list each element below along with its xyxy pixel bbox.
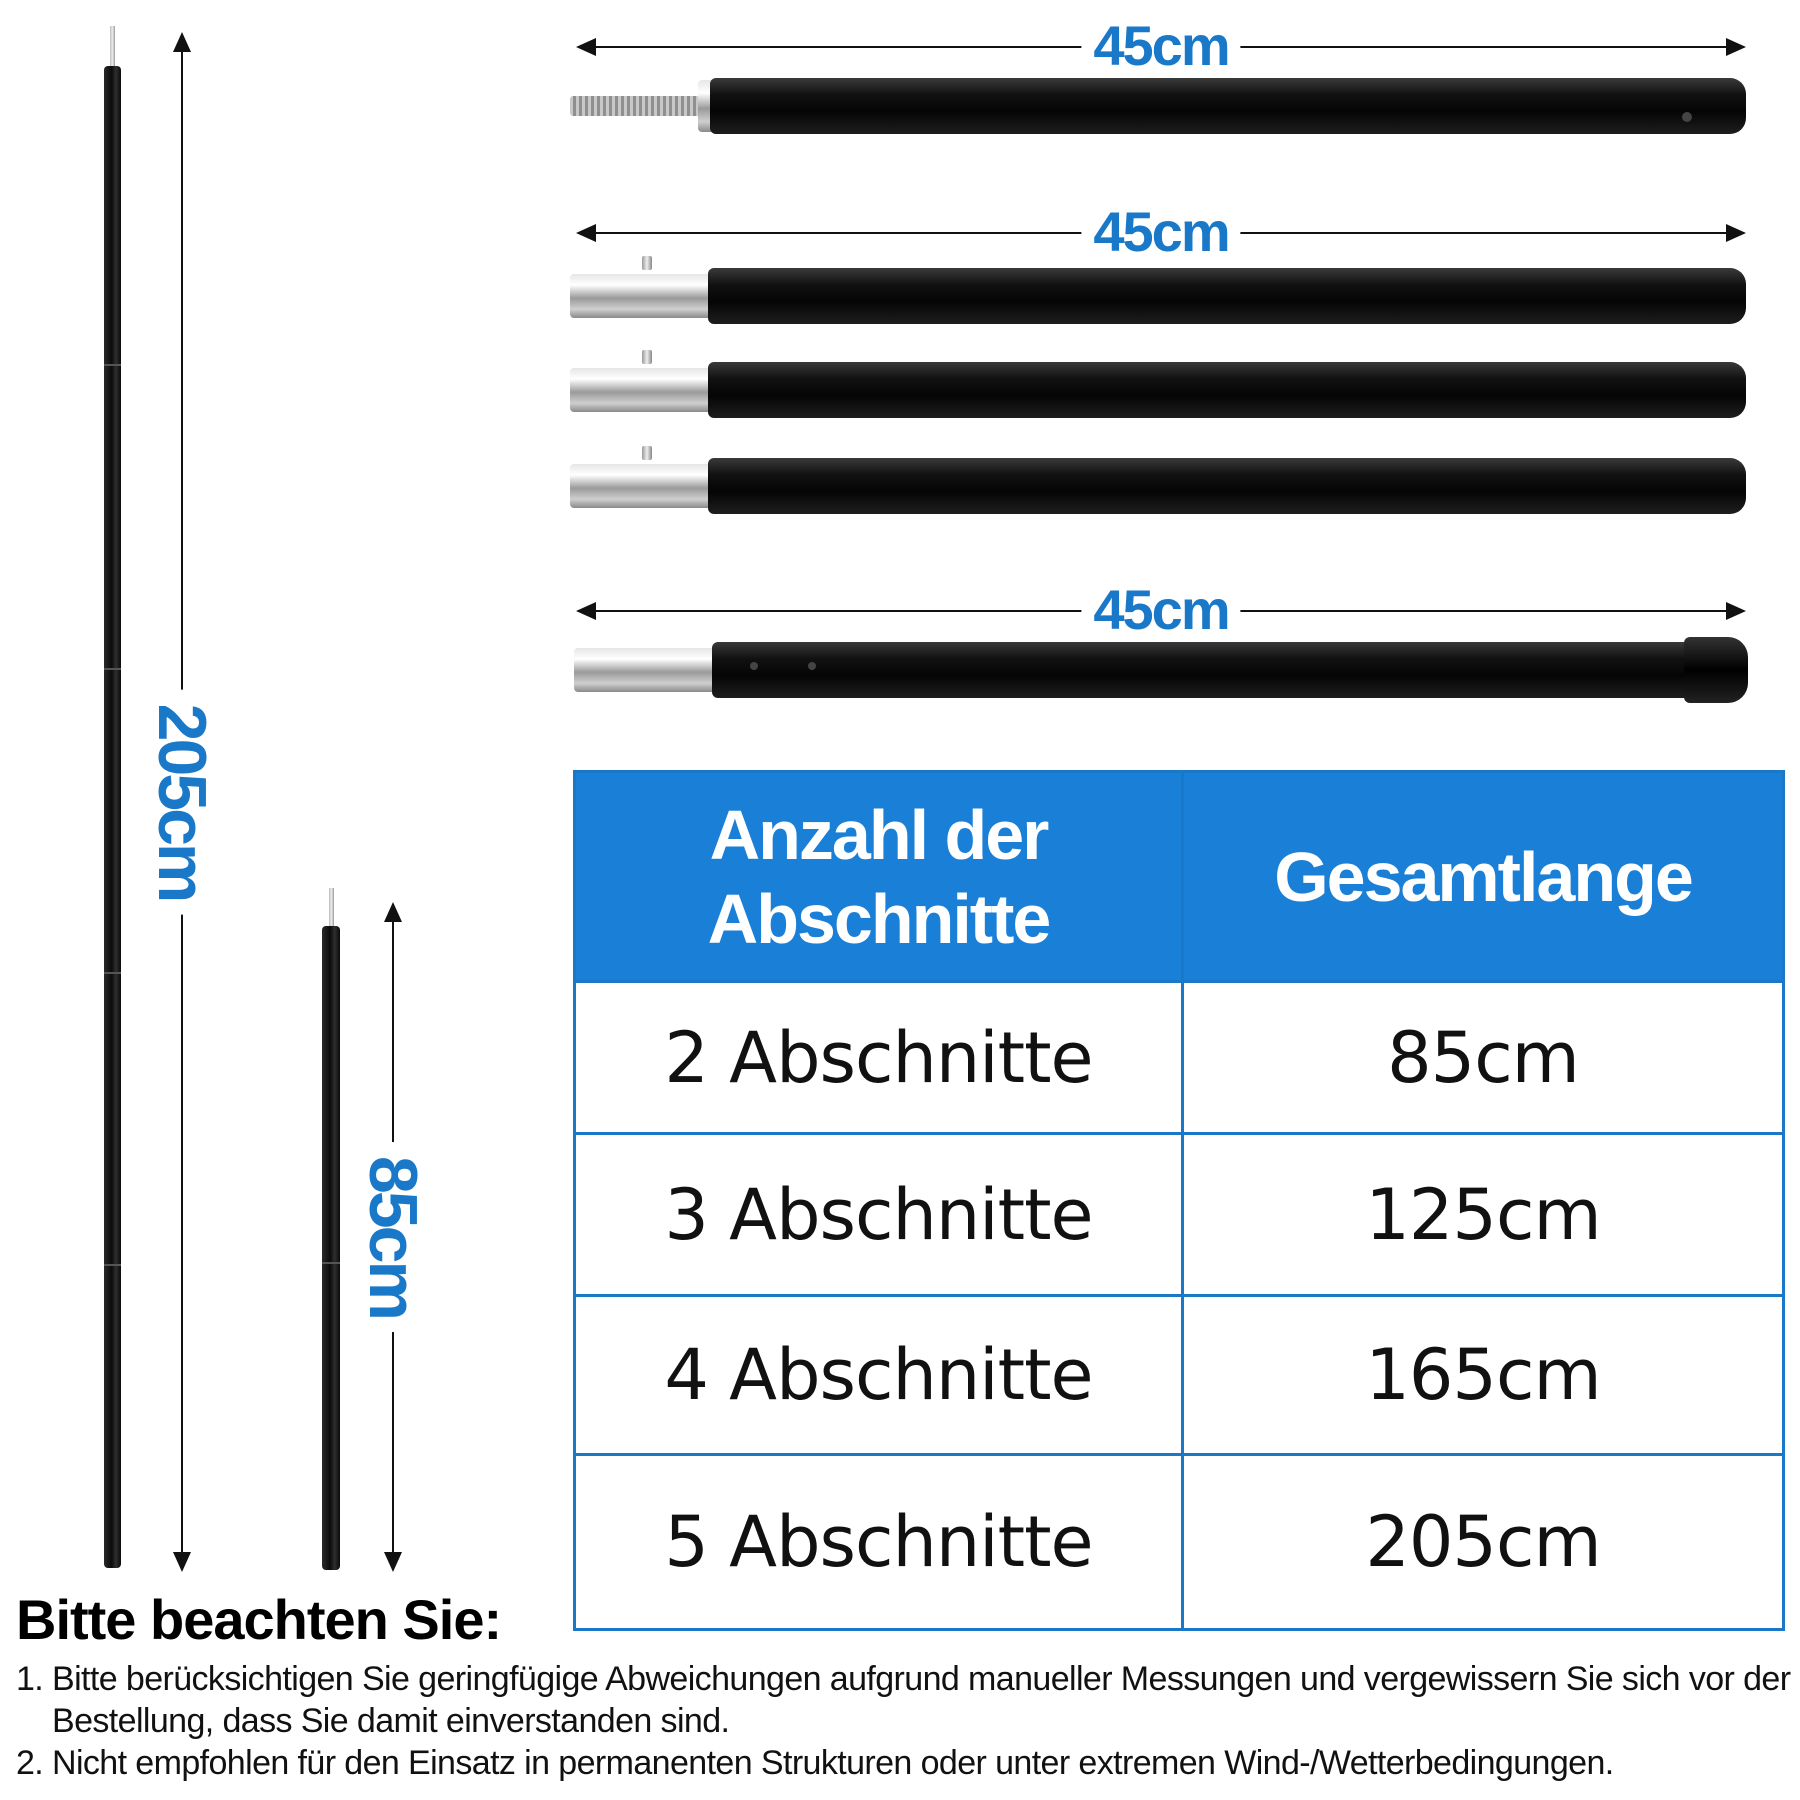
short-pole-body — [322, 926, 340, 1570]
pole-segment-middle — [570, 362, 1746, 418]
table-header-length: Gesamtlange — [1183, 772, 1784, 982]
pole-segment-middle — [570, 458, 1746, 514]
short-pole-length-label: 85cm — [358, 1142, 428, 1332]
short-pole-dimension — [355, 904, 431, 1570]
pole-segment-bottom — [574, 642, 1748, 698]
table-header-sections: Anzahl der Abschnitte — [575, 772, 1183, 982]
note-text: Nicht empfohlen für den Einsatz in permanenten Strukturen oder unter extremen Wind-/Wetterbedingungen. — [52, 1744, 1614, 1782]
tall-pole-joint — [104, 972, 121, 974]
length-cell: 85cm — [1183, 982, 1784, 1134]
tall-pole-joint — [104, 364, 121, 366]
segment-dimension-top — [578, 16, 1744, 76]
length-cell: 165cm — [1183, 1296, 1784, 1455]
spring-button — [642, 350, 652, 364]
sections-cell: 4 Abschnitte — [575, 1296, 1183, 1455]
table-row — [575, 1134, 1784, 1296]
length-cell: 125cm — [1183, 1134, 1784, 1296]
segment-length-label: 45cm — [1081, 580, 1240, 640]
short-pole-tip-pin — [329, 888, 334, 928]
spring-button — [642, 256, 652, 270]
sections-cell: 5 Abschnitte — [575, 1455, 1183, 1630]
note-text: Bitte berücksichtigen Sie geringfügige Abweichungen aufgrund manueller Messungen und vergewissern Sie sich vor der Bestellung, dass Sie damit einverstanden sind. — [52, 1660, 1791, 1740]
segment-hole — [750, 662, 758, 670]
segment-tube — [708, 362, 1746, 418]
tall-pole-body — [104, 66, 121, 1568]
arrow-up-icon — [384, 902, 402, 922]
arrow-down-icon — [173, 1552, 191, 1572]
table-row — [575, 1455, 1784, 1630]
arrow-left-icon — [576, 602, 596, 620]
segment-hole — [808, 662, 816, 670]
tall-pole-dimension — [144, 34, 220, 1570]
arrow-right-icon — [1726, 38, 1746, 56]
segment-tube — [710, 78, 1746, 134]
segment-sleeve — [574, 648, 720, 692]
tall-pole-joint — [104, 1264, 121, 1266]
spring-button — [642, 446, 652, 460]
arrow-down-icon — [384, 1552, 402, 1572]
segment-sleeve — [570, 464, 716, 508]
arrow-left-icon — [576, 224, 596, 242]
segment-dimension-middle — [578, 202, 1744, 262]
table-header-row — [575, 772, 1784, 982]
segment-sleeve — [570, 274, 716, 318]
sections-cell: 3 Abschnitte — [575, 1134, 1183, 1296]
pole-segment-middle — [570, 268, 1746, 324]
sections-length-table — [573, 770, 1785, 1631]
sections-cell: 2 Abschnitte — [575, 982, 1183, 1134]
segment-tube — [708, 268, 1746, 324]
segment-length-label: 45cm — [1081, 16, 1240, 76]
note-number: 1. — [16, 1660, 44, 1698]
tall-pole-joint — [104, 668, 121, 670]
note-number: 2. — [16, 1744, 44, 1782]
tall-pole-tip-pin — [110, 26, 115, 68]
arrow-right-icon — [1726, 602, 1746, 620]
length-cell: 205cm — [1183, 1455, 1784, 1630]
arrow-up-icon — [173, 32, 191, 52]
arrow-left-icon — [576, 38, 596, 56]
segment-tube — [708, 458, 1746, 514]
rubber-foot-cap — [1684, 637, 1748, 703]
table-row — [575, 1296, 1784, 1455]
segment-dimension-bottom — [578, 580, 1744, 640]
note-item — [16, 1658, 1796, 1742]
notes-title: Bitte beachten Sie: — [16, 1588, 502, 1651]
notes-list — [16, 1658, 1796, 1784]
threaded-screw-tip — [570, 96, 700, 116]
segment-sleeve — [570, 368, 716, 412]
note-item — [16, 1742, 1796, 1784]
segment-hole — [1682, 112, 1692, 122]
tall-pole-length-label: 205cm — [147, 690, 217, 915]
pole-segment-top — [570, 78, 1746, 134]
table-row — [575, 982, 1784, 1134]
short-pole-joint — [322, 1262, 340, 1264]
segment-length-label: 45cm — [1081, 202, 1240, 262]
arrow-right-icon — [1726, 224, 1746, 242]
segment-tube — [712, 642, 1708, 698]
